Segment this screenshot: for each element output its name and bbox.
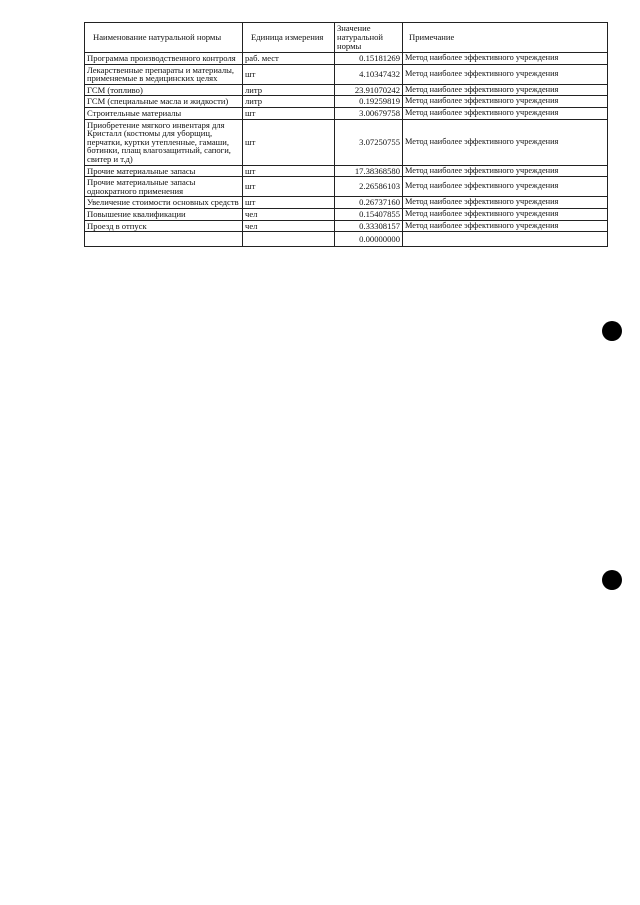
table-row	[85, 165, 608, 177]
cell-name: ГСМ (специальные масла и жидкости)	[85, 96, 243, 108]
cell-unit: шт	[243, 64, 335, 84]
table-row	[85, 84, 608, 96]
cell-name: ГСМ (топливо)	[85, 84, 243, 96]
cell-note: Метод наиболее эффективного учреждения	[403, 107, 608, 119]
cell-name: Увеличение стоимости основных средств	[85, 197, 243, 209]
table-row	[85, 64, 608, 84]
cell-name: Лекарственные препараты и материалы, применяемые в медицинских целях	[85, 64, 243, 84]
cell-unit: чел	[243, 208, 335, 220]
header-value: Значение натуральной нормы	[335, 23, 403, 53]
cell-name	[85, 232, 243, 247]
cell-value: 2.26586103	[335, 177, 403, 197]
cell-note: Метод наиболее эффективного учреждения	[403, 119, 608, 165]
binder-hole-mark	[602, 321, 622, 341]
cell-value: 0.26737160	[335, 197, 403, 209]
norms-table	[84, 22, 608, 247]
cell-name: Строительные материалы	[85, 107, 243, 119]
cell-value: 3.07250755	[335, 119, 403, 165]
header-name: Наименование натуральной нормы	[85, 23, 243, 53]
cell-name: Прочие материальные запасы однократного применения	[85, 177, 243, 197]
header-unit: Единица измерения	[243, 23, 335, 53]
cell-value: 0.15181269	[335, 53, 403, 65]
cell-name: Программа производственного контроля	[85, 53, 243, 65]
cell-note: Метод наиболее эффективного учреждения	[403, 96, 608, 108]
binder-hole-mark	[602, 570, 622, 590]
cell-unit: литр	[243, 84, 335, 96]
table-row	[85, 107, 608, 119]
cell-unit: шт	[243, 165, 335, 177]
table-header-row	[85, 23, 608, 53]
cell-note: Метод наиболее эффективного учреждения	[403, 208, 608, 220]
cell-note: Метод наиболее эффективного учреждения	[403, 64, 608, 84]
header-note: Примечание	[403, 23, 608, 53]
cell-note	[403, 232, 608, 247]
cell-note: Метод наиболее эффективного учреждения	[403, 84, 608, 96]
cell-unit	[243, 232, 335, 247]
cell-value: 23.91070242	[335, 84, 403, 96]
table-row	[85, 208, 608, 220]
cell-value: 0.19259819	[335, 96, 403, 108]
cell-note: Метод наиболее эффективного учреждения	[403, 220, 608, 232]
table-row	[85, 119, 608, 165]
cell-name: Прочие материальные запасы	[85, 165, 243, 177]
cell-unit: раб. мест	[243, 53, 335, 65]
table-row	[85, 197, 608, 209]
table-row	[85, 220, 608, 232]
cell-name: Приобретение мягкого инвентаря для Кристалл (костюмы для уборщиц, перчатки, куртки утепленные, гамаши, ботинки, плащ влагозащитный, сапоги, свитер и т.д)	[85, 119, 243, 165]
table-row	[85, 53, 608, 65]
cell-note: Метод наиболее эффективного учреждения	[403, 165, 608, 177]
cell-name: Повышение квалификации	[85, 208, 243, 220]
cell-note: Метод наиболее эффективного учреждения	[403, 177, 608, 197]
cell-value: 3.00679758	[335, 107, 403, 119]
table-row	[85, 96, 608, 108]
cell-name: Проезд в отпуск	[85, 220, 243, 232]
table-row	[85, 232, 608, 247]
cell-unit: шт	[243, 177, 335, 197]
cell-value: 4.10347432	[335, 64, 403, 84]
table-row	[85, 177, 608, 197]
cell-value: 0.33308157	[335, 220, 403, 232]
cell-note: Метод наиболее эффективного учреждения	[403, 53, 608, 65]
cell-value: 17.38368580	[335, 165, 403, 177]
cell-unit: литр	[243, 96, 335, 108]
cell-unit: шт	[243, 197, 335, 209]
cell-value: 0.00000000	[335, 232, 403, 247]
cell-unit: шт	[243, 119, 335, 165]
cell-value: 0.15407855	[335, 208, 403, 220]
cell-note: Метод наиболее эффективного учреждения	[403, 197, 608, 209]
cell-unit: шт	[243, 107, 335, 119]
cell-unit: чел	[243, 220, 335, 232]
